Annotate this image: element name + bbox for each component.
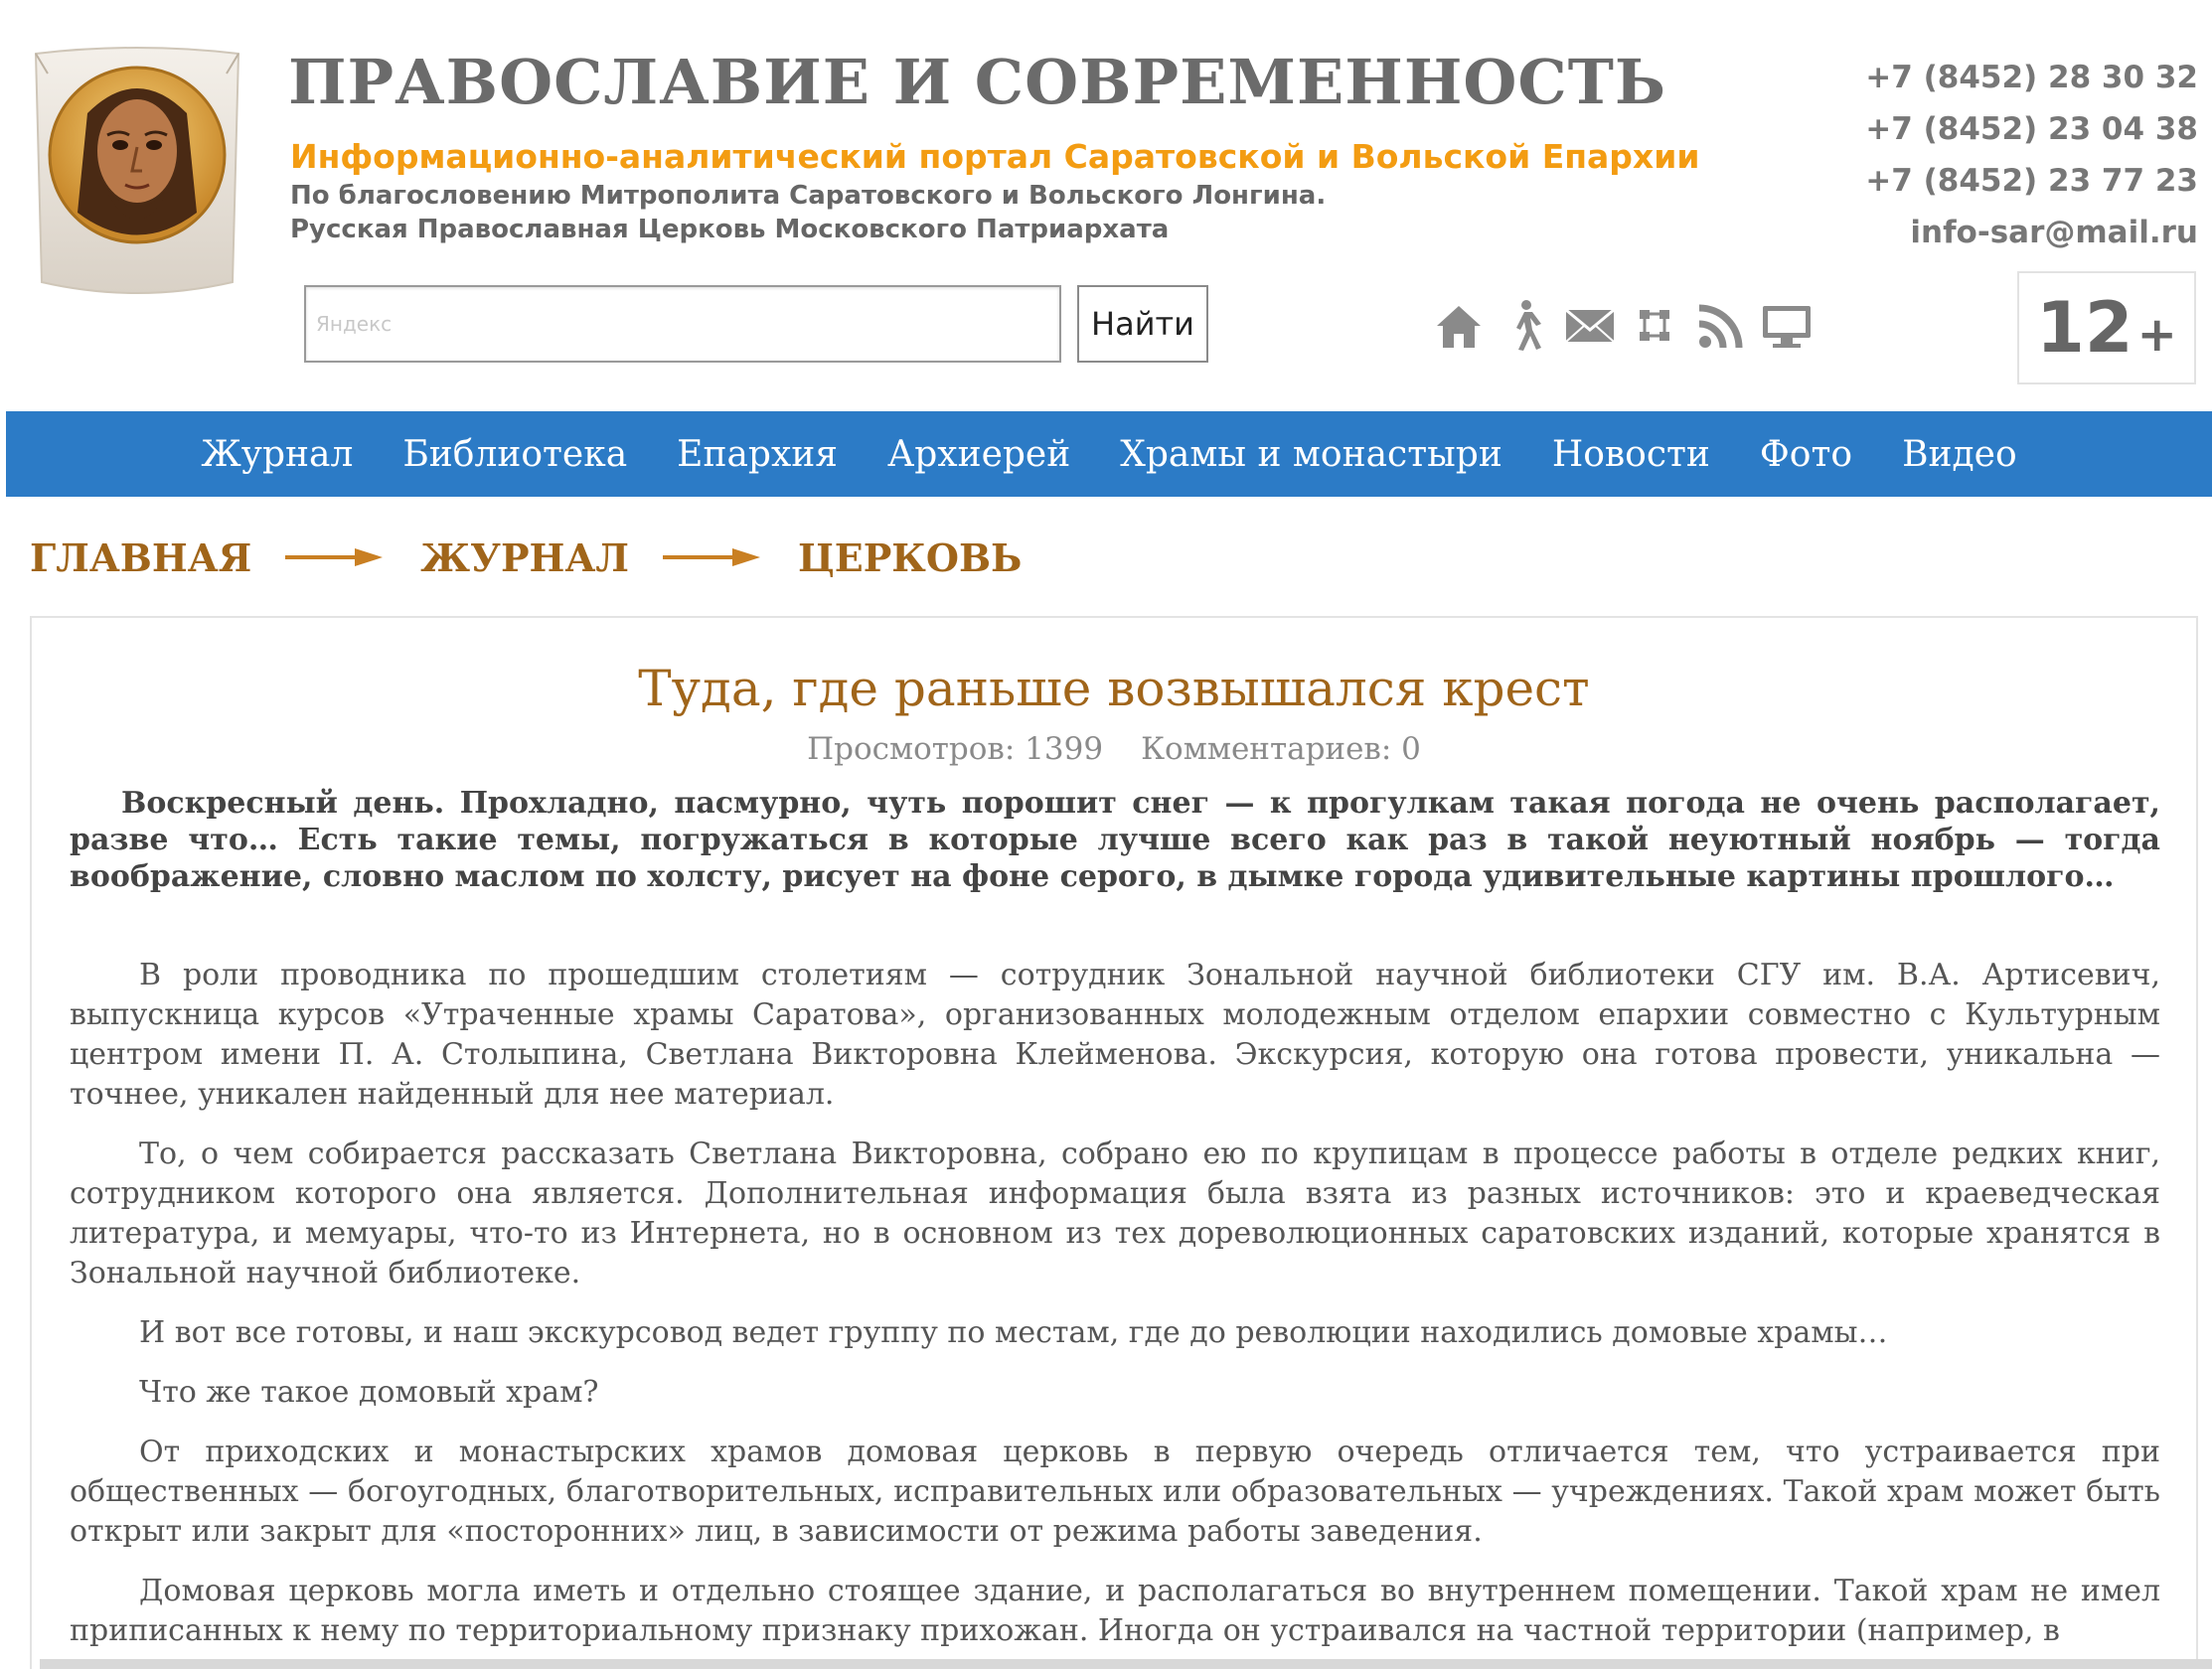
phone-2[interactable]: +7 (8452) 23 04 38 <box>1865 111 2198 147</box>
arrow-right-icon <box>663 545 762 569</box>
article-container <box>30 616 2198 1669</box>
nav-item-news[interactable]: Новости <box>1551 433 1710 475</box>
age-rating-plus: + <box>2136 307 2177 363</box>
contacts-block <box>1865 52 2198 258</box>
views-count: Просмотров: 1399 <box>807 731 1104 767</box>
walking-person-icon[interactable] <box>1497 298 1552 354</box>
nav-item-library[interactable]: Библиотека <box>402 433 628 475</box>
article-lead: Воскресный день. Прохладно, пасмурно, чуть порошит снег — к прогулкам такая погода не очень располагает, разве что… Есть такие темы, погружаться в которые лучше всего как раз в такой неуютный ноябрь — тогда воображение, словно маслом по холсту, рисует на фоне серого, в дымке города удивительные картины прошлого… <box>70 786 2160 894</box>
article-paragraph: От приходских и монастырских храмов домовая церковь в первую очередь отличается тем, что устраивается при общественных — богоугодных, благотворительных, исправительных или образовательных — учреждениях. Такой храм может быть открыт или закрыт для «посторонних» лиц, в зависимости от режима работы заведения. <box>70 1435 2160 1549</box>
article-paragraph: Домовая церковь могла иметь и отдельно стоящее здание, и располагаться во внутреннем помещении. Такой храм не имел приписанных к нему по территориальному признаку прихожан. Иногда он устраивался на частной территории (например, в <box>70 1574 2160 1648</box>
search-box <box>304 285 1061 363</box>
site-subtitle: Информационно-аналитический портал Саратовской и Вольской Епархии <box>290 137 1700 176</box>
article-paragraph: То, о чем собирается рассказать Светлана Викторовна, собрано ею по крупицам в процессе работы в отделе редких книг, сотрудником которого она является. Дополнительная информация была взята из разных источников: это и краеведческая литература, и мемуары, что-то из Интернета, но в основном из тех дореволюционных саратовских изданий, которые хранятся в Зональной научной библиотеке. <box>70 1137 2160 1290</box>
blessing-line-2: Русская Православная Церковь Московского Патриархата <box>290 215 1170 244</box>
article-title: Туда, где раньше возвышался крест <box>638 660 1590 717</box>
phone-1[interactable]: +7 (8452) 28 30 32 <box>1865 60 2198 95</box>
article-body <box>70 956 2160 1669</box>
nav-item-eparchy[interactable]: Епархия <box>677 433 838 475</box>
main-navbar <box>6 411 2212 497</box>
email-link[interactable]: info-sar@mail.ru <box>1910 215 2198 250</box>
phone-3[interactable]: +7 (8452) 23 77 23 <box>1865 163 2198 199</box>
article-paragraph: В роли проводника по прошедшим столетиям — сотрудник Зональной научной библиотеки СГУ им. В.А. Артисевич, выпускница курсов «Утраченные храмы Саратова», организованных молодежным отделом епархии совместно с Культурным центром имени П. А. Столыпина, Светлана Викторовна Клейменова. Экскурсия, которую она готова провести, уникальна — точнее, уникален найденный для нее материал. <box>70 958 2160 1112</box>
site-header <box>0 0 2212 409</box>
breadcrumb <box>30 532 1022 582</box>
arrow-right-icon <box>285 545 385 569</box>
mail-icon[interactable] <box>1562 298 1618 354</box>
breadcrumb-home[interactable]: ГЛАВНАЯ <box>30 534 252 580</box>
comments-count[interactable]: Комментариев: 0 <box>1141 731 1421 767</box>
search-input[interactable] <box>306 287 1059 361</box>
search-button[interactable]: Найти <box>1077 285 1208 363</box>
site-title[interactable]: ПРАВОСЛАВИЕ И СОВРЕМЕННОСТЬ <box>288 46 1667 118</box>
monitor-icon[interactable] <box>1759 298 1815 354</box>
rss-icon[interactable] <box>1693 298 1749 354</box>
nav-item-journal[interactable]: Журнал <box>201 433 354 475</box>
nav-item-photo[interactable]: Фото <box>1759 433 1853 475</box>
breadcrumb-journal[interactable]: ЖУРНАЛ <box>420 534 630 580</box>
age-rating-number: 12 <box>2036 287 2133 369</box>
home-icon[interactable] <box>1431 298 1487 354</box>
horizontal-scrollbar[interactable] <box>40 1659 2212 1669</box>
breadcrumb-church[interactable]: ЦЕРКОВЬ <box>798 534 1023 580</box>
nav-item-bishop[interactable]: Архиерей <box>886 433 1071 475</box>
blessing-line-1: По благословению Митрополита Саратовского и Вольского Лонгина. <box>290 181 1327 211</box>
nav-item-temples[interactable]: Храмы и монастыри <box>1120 433 1502 475</box>
holy-face-icon-image[interactable] <box>28 44 246 304</box>
article-meta <box>32 731 2196 767</box>
article-paragraph: И вот все готовы, и наш экскурсовод ведет группу по местам, где до революции находились домовые храмы… <box>139 1315 1888 1350</box>
sitemap-icon[interactable] <box>1628 298 1683 354</box>
nav-item-video[interactable]: Видео <box>1902 433 2017 475</box>
age-rating-badge <box>2017 271 2196 384</box>
article-paragraph: Что же такое домовый храм? <box>139 1375 599 1410</box>
